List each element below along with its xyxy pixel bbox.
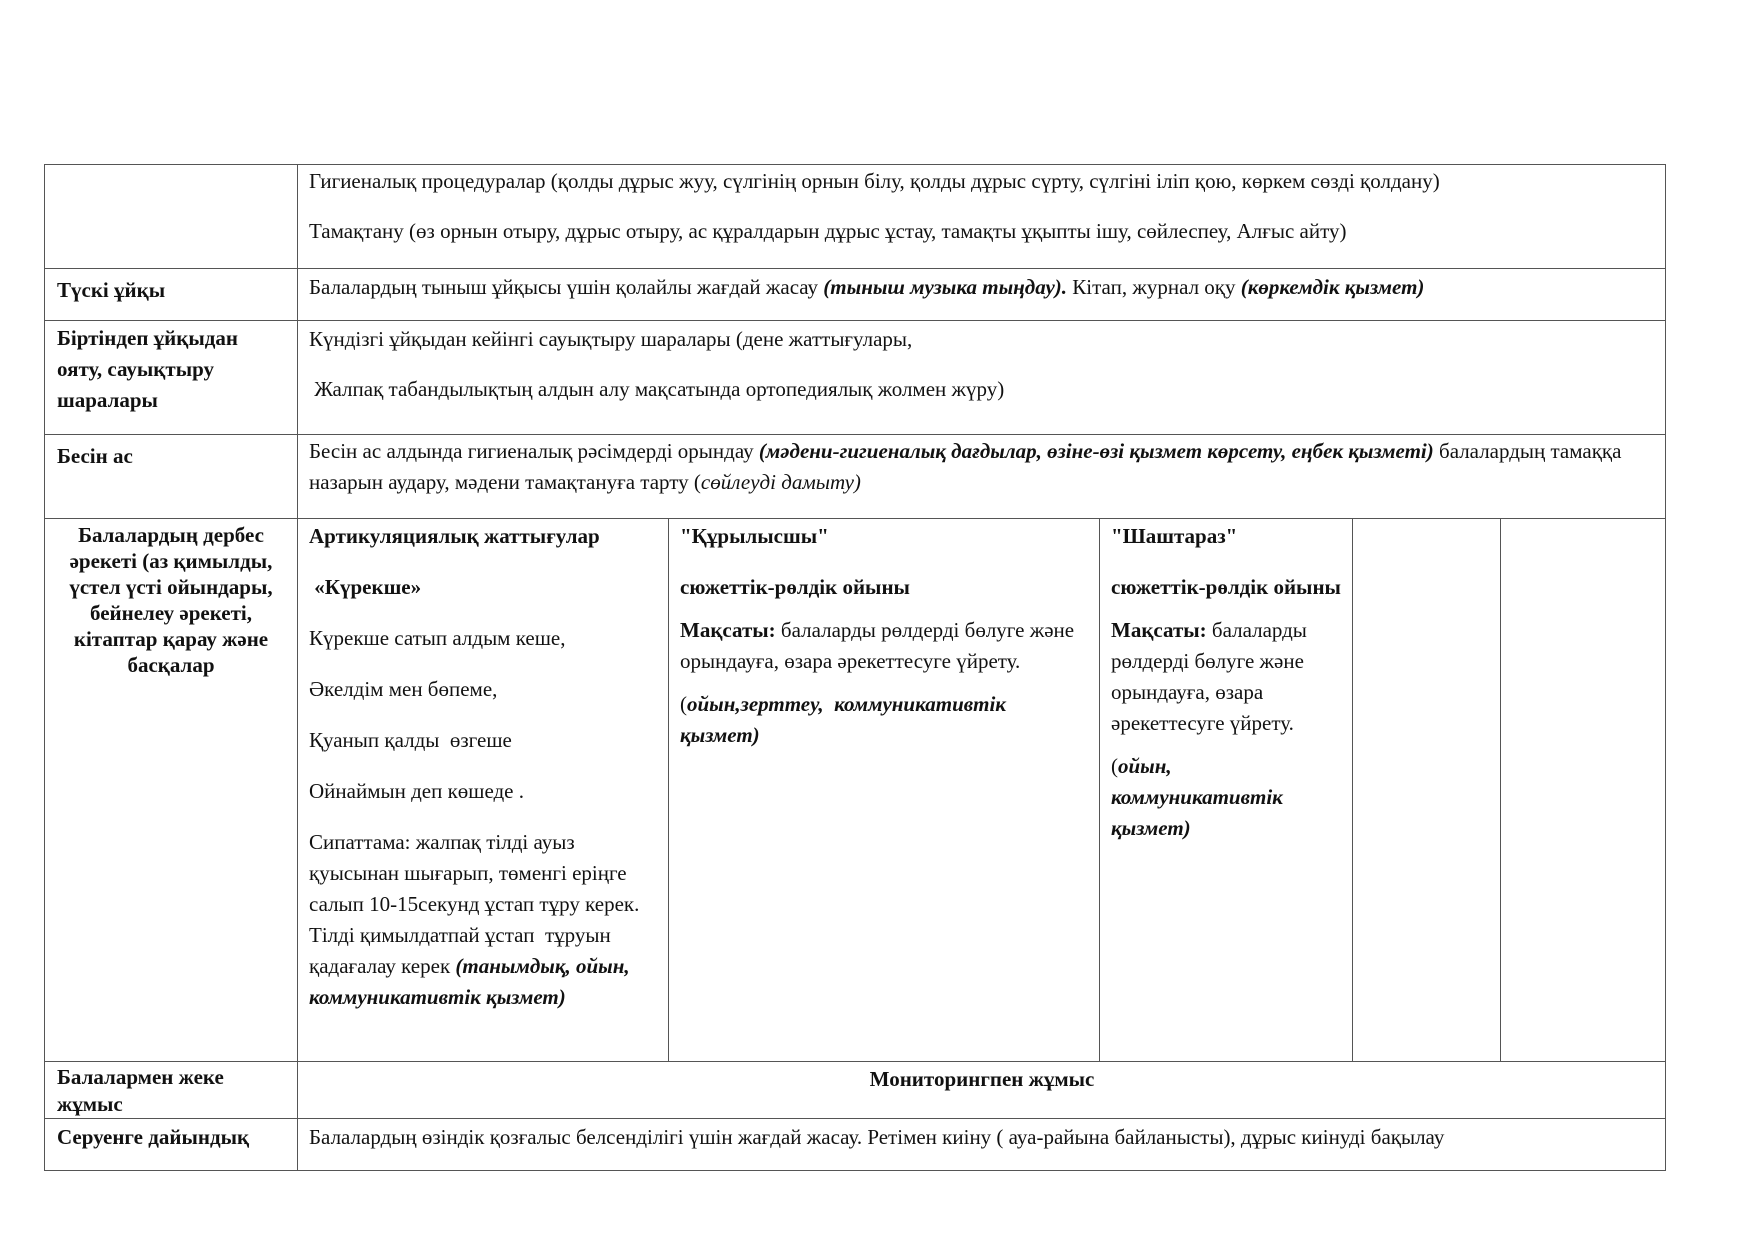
daily-plan-table — [44, 164, 1666, 1171]
activity-col-builder — [669, 519, 1100, 1062]
goal-label: Мақсаты: — [680, 618, 776, 642]
builder-tag — [680, 689, 1089, 751]
articulation-description — [309, 827, 658, 1013]
builder-subtitle: сюжеттік-рөлдік ойыны — [680, 575, 910, 599]
goal-text: балаларды рөлдерді бөлуге және орындауға, өзара әрекеттесуге үйрету. — [1111, 618, 1307, 735]
row-label-nap: Түскі ұйқы — [45, 269, 298, 321]
activity-type-tag: ойын, коммуникативтік қызмет) — [1111, 754, 1283, 840]
description-text: Сипаттама: жалпақ тілді ауыз қуысынан шығарып, төменгі еріңге салып 10-15секунд ұстап тұру керек. Тілді қимылдатпай ұстап тұруын қадағалау керек — [309, 830, 645, 978]
wake-text-2: Жалпақ табандылықтың алдын алу мақсатында ортопедиялық жолмен жүру) — [309, 377, 1005, 401]
table-row-snack — [45, 435, 1666, 519]
verse-line-4: Ойнаймын деп көшеде . — [309, 779, 525, 803]
snack-text-part: Бесін ас алдында гигиеналық рәсімдерді орындау — [309, 439, 759, 463]
row-label-activity: Балалардың дербес әрекеті (аз қимылды, үстел үсті ойындары, бейнелеу әрекеті, кітаптар қарау және басқалар — [45, 519, 298, 1062]
barber-subtitle: сюжеттік-рөлдік ойыны — [1111, 575, 1341, 599]
goal-text: балаларды рөлдерді бөлуге және орындауға, өзара әрекеттесуге үйрету. — [680, 618, 1075, 673]
row-label-snack: Бесін ас — [45, 435, 298, 519]
nap-text-part: Балалардың тыныш ұйқысы үшін қолайлы жағдай жасау — [309, 275, 824, 299]
tag-paren: ( — [680, 692, 687, 716]
meal-text: Тамақтану (өз орнын отыру, дұрыс отыру, ас құралдарын дұрыс ұстау, тамақты ұқыпты ішу, сөйлеспеу, Алғыс айту) — [309, 219, 1347, 243]
articulation-title: Артикуляциялық жаттығулар — [309, 524, 600, 548]
nap-cell — [298, 269, 1666, 321]
barber-title: "Шаштараз" — [1111, 524, 1238, 548]
builder-title: "Құрылысшы" — [680, 524, 829, 548]
row-label-empty — [45, 165, 298, 269]
activity-type-tag: (танымдық, ойын, коммуникативтік қызмет) — [309, 954, 630, 1009]
activity-col-empty-1 — [1353, 519, 1501, 1062]
individual-cell: Мониторингпен жұмыс — [298, 1062, 1666, 1119]
builder-goal — [680, 615, 1089, 677]
wake-cell — [298, 321, 1666, 435]
nap-text-part: Кітап, журнал оқу — [1067, 275, 1241, 299]
walk-prep-cell: Балалардың өзіндік қозғалыс белсенділігі үшін жағдай жасау. Ретімен киіну ( ауа-райына байланысты), дұрыс киінуді бақылау — [298, 1119, 1666, 1171]
table-row-wake — [45, 321, 1666, 435]
verse-line-2: Әкелдім мен бөпеме, — [309, 677, 498, 701]
wake-text-1: Күндізгі ұйқыдан кейінгі сауықтыру шаралары (дене жаттығулары, — [309, 327, 913, 351]
tag-paren: ( — [1111, 754, 1118, 778]
goal-label: Мақсаты: — [1111, 618, 1207, 642]
verse-line-3: Қуанып қалды өзгеше — [309, 728, 512, 752]
snack-text — [309, 436, 1655, 498]
activity-col-articulation — [298, 519, 669, 1062]
row-label-wake: Біртіндеп ұйқыдан ояту, сауықтыру шаралары — [45, 321, 298, 435]
table-row-activity — [45, 519, 1666, 1062]
row-label-walk-prep: Серуенге дайындық — [45, 1119, 298, 1171]
articulation-subtitle: «Күрекше» — [309, 575, 422, 599]
nap-text-emph: (көркемдік қызмет) — [1240, 275, 1425, 299]
activity-type-tag: ойын,зерттеу, коммуникативтік қызмет) — [680, 692, 1012, 747]
snack-text-emph: (мәдени-гигиеналық дағдылар, өзіне-өзі қызмет көрсету, еңбек қызметі) — [758, 439, 1434, 463]
nap-text — [309, 272, 1655, 303]
barber-goal — [1111, 615, 1342, 739]
snack-text-part: балалардың тамаққа назарын аудару, мәдени тамақтануға тарту ( — [309, 439, 1622, 494]
row-label-individual: Балалармен жеке жұмыс — [45, 1062, 298, 1119]
hygiene-text: Гигиеналық процедуралар (қолды дұрыс жуу, сүлгінің орнын білу, қолды дұрыс сүрту, сүлгіні іліп қою, көркем сөзді қолдану) — [309, 169, 1440, 193]
table-row-individual — [45, 1062, 1666, 1119]
barber-tag — [1111, 751, 1342, 844]
verse-line-1: Күрекше сатып алдым кеше, — [309, 626, 566, 650]
nap-text-emph: (тыныш музыка тыңдау). — [823, 275, 1068, 299]
table-row-nap — [45, 269, 1666, 321]
snack-cell — [298, 435, 1666, 519]
hygiene-cell — [298, 165, 1666, 269]
activity-col-barber — [1100, 519, 1353, 1062]
table-row-hygiene — [45, 165, 1666, 269]
activity-col-empty-2 — [1501, 519, 1666, 1062]
table-row-walk-prep — [45, 1119, 1666, 1171]
snack-text-emph: сөйлеуді дамыту) — [700, 470, 861, 494]
